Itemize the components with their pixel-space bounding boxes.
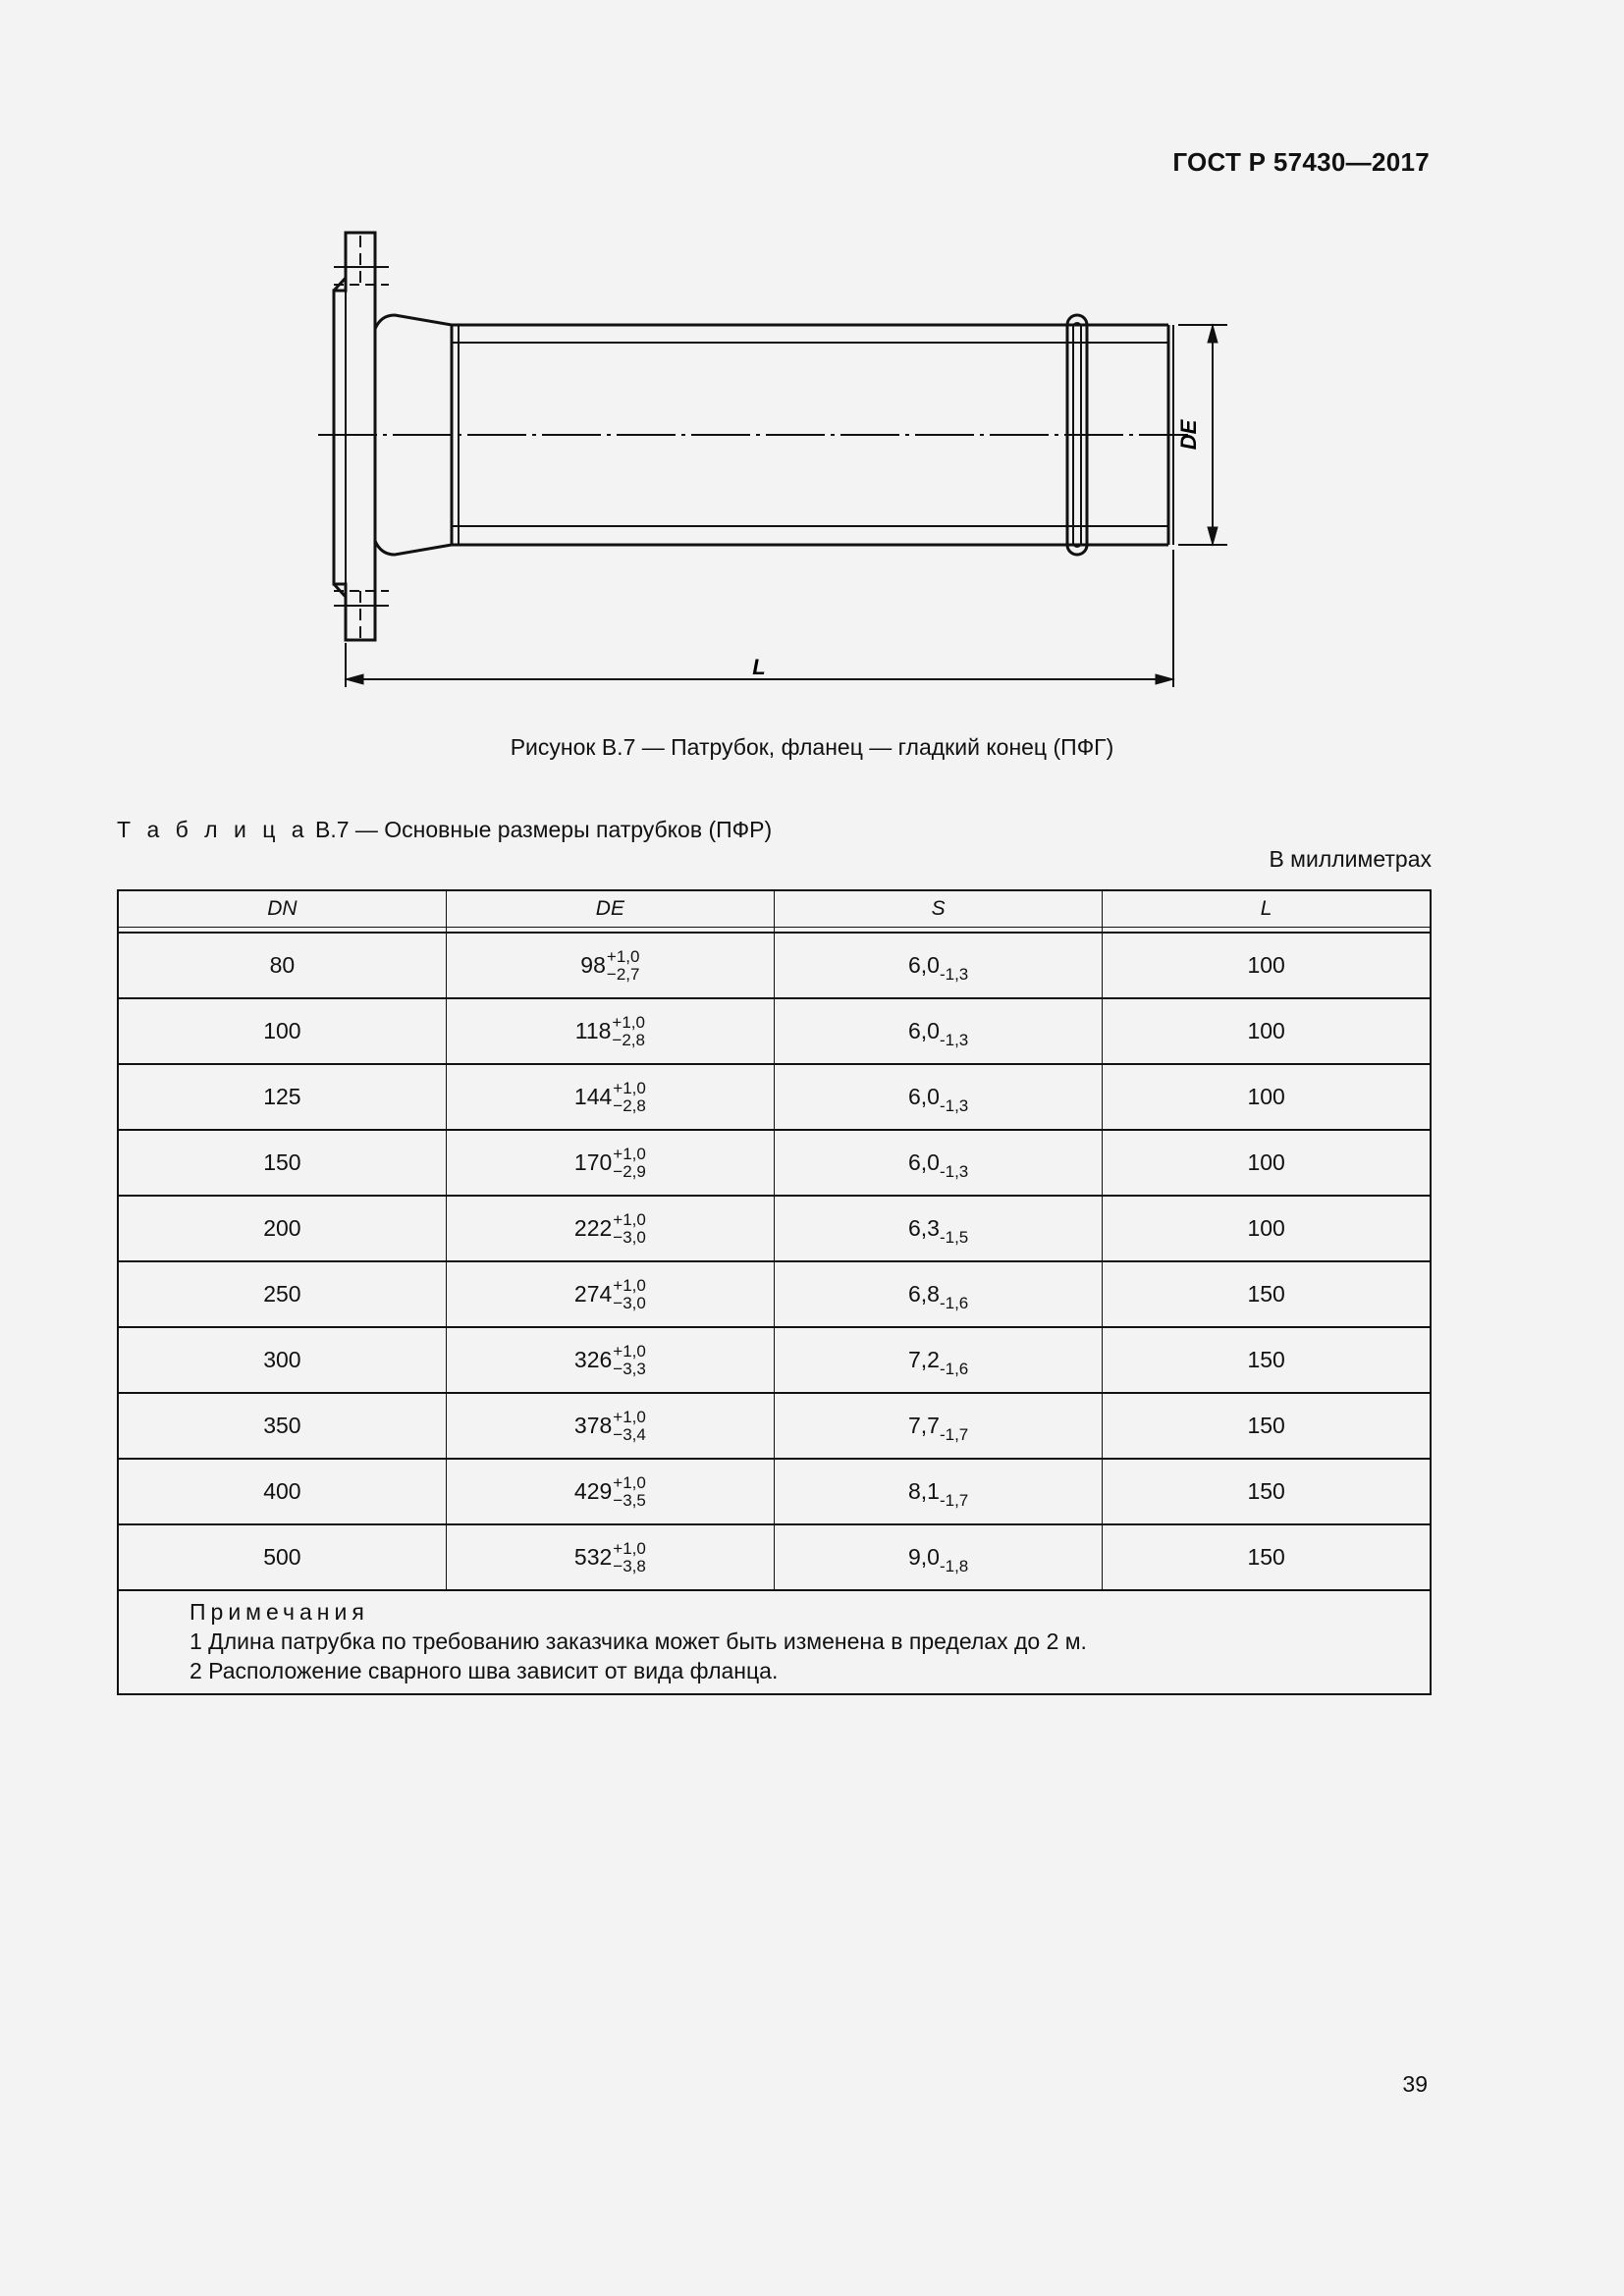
cell-dn: 100 [118, 998, 446, 1064]
de-lower-tolerance: −3,0 [613, 1293, 646, 1312]
cell-de [446, 1130, 774, 1196]
table-body [118, 933, 1431, 1590]
s-lower-tolerance: -1,3 [939, 1162, 969, 1181]
table-row [118, 1064, 1431, 1130]
cell-s [775, 1196, 1103, 1261]
table-title [117, 817, 772, 843]
cell-s [775, 1393, 1103, 1459]
de-nominal: 429 [573, 1478, 613, 1504]
de-nominal: 98 [580, 952, 606, 978]
de-upper-tolerance: +1,0 [613, 1407, 646, 1426]
de-nominal: 274 [573, 1281, 613, 1307]
cell-s [775, 1459, 1103, 1524]
cell-dn: 500 [118, 1524, 446, 1590]
s-lower-tolerance: -1,6 [939, 1360, 969, 1378]
de-upper-tolerance: +1,0 [606, 946, 640, 966]
cell-l: 150 [1103, 1393, 1431, 1459]
cell-de [446, 1393, 774, 1459]
units-label: В миллиметрах [1269, 846, 1432, 872]
de-upper-tolerance: +1,0 [613, 1538, 646, 1558]
s-lower-tolerance: -1,5 [939, 1228, 969, 1247]
s-lower-tolerance: -1,3 [939, 965, 969, 984]
de-lower-tolerance: −2,8 [612, 1030, 645, 1049]
cell-l: 100 [1103, 1130, 1431, 1196]
document-code: ГОСТ Р 57430—2017 [1172, 147, 1430, 177]
table-row [118, 998, 1431, 1064]
de-lower-tolerance: −3,8 [613, 1556, 646, 1575]
cell-l: 100 [1103, 1064, 1431, 1130]
header-l: L [1103, 890, 1431, 928]
table-title-prefix: Т а б л и ц а [117, 817, 309, 842]
l-dimension-label: L [752, 655, 766, 679]
s-nominal: 9,0 [907, 1544, 940, 1570]
cell-l: 150 [1103, 1524, 1431, 1590]
de-lower-tolerance: −3,0 [613, 1227, 646, 1247]
header-de: DE [446, 890, 774, 928]
cell-dn: 125 [118, 1064, 446, 1130]
note-2: 2 Расположение сварного шва зависит от вида фланца. [189, 1658, 779, 1683]
s-nominal: 8,1 [907, 1478, 940, 1504]
de-nominal: 378 [573, 1413, 613, 1438]
s-lower-tolerance: -1,3 [939, 1031, 969, 1049]
de-lower-tolerance: −2,7 [606, 964, 640, 984]
header-dn: DN [118, 890, 446, 928]
table-row [118, 933, 1431, 998]
cell-dn: 150 [118, 1130, 446, 1196]
de-upper-tolerance: +1,0 [613, 1472, 646, 1492]
header-s: S [775, 890, 1103, 928]
s-nominal: 7,7 [907, 1413, 940, 1438]
de-lower-tolerance: −2,9 [613, 1161, 646, 1181]
table-row [118, 1327, 1431, 1393]
cell-dn: 350 [118, 1393, 446, 1459]
dimensions-table [117, 889, 1432, 1695]
table-row [118, 1393, 1431, 1459]
s-lower-tolerance: -1,7 [939, 1425, 969, 1444]
table-title-text: В.7 — Основные размеры патрубков (ПФР) [308, 817, 773, 842]
s-nominal: 6,0 [907, 1084, 940, 1109]
cell-de [446, 933, 774, 998]
s-nominal: 6,3 [907, 1215, 940, 1241]
de-upper-tolerance: +1,0 [613, 1144, 646, 1163]
de-nominal: 118 [574, 1018, 612, 1043]
cell-l: 150 [1103, 1459, 1431, 1524]
s-nominal: 6,0 [907, 952, 940, 978]
figure-caption: Рисунок В.7 — Патрубок, фланец — гладкий конец (ПФГ) [510, 734, 1114, 760]
cell-l: 100 [1103, 998, 1431, 1064]
cell-de [446, 998, 774, 1064]
de-upper-tolerance: +1,0 [613, 1209, 646, 1229]
s-lower-tolerance: -1,7 [939, 1491, 969, 1510]
cell-de [446, 1459, 774, 1524]
s-lower-tolerance: -1,8 [939, 1557, 969, 1575]
de-upper-tolerance: +1,0 [612, 1012, 645, 1032]
table-row [118, 1130, 1431, 1196]
cell-de [446, 1196, 774, 1261]
de-upper-tolerance: +1,0 [613, 1275, 646, 1295]
cell-s [775, 1261, 1103, 1327]
cell-s [775, 933, 1103, 998]
table-row [118, 1459, 1431, 1524]
cell-de [446, 1064, 774, 1130]
s-nominal: 6,0 [907, 1149, 940, 1175]
de-upper-tolerance: +1,0 [613, 1078, 646, 1097]
de-nominal: 144 [573, 1084, 613, 1109]
de-lower-tolerance: −3,3 [613, 1359, 646, 1378]
de-nominal: 222 [573, 1215, 613, 1241]
cell-l: 100 [1103, 933, 1431, 998]
pipe-drawing [304, 221, 1237, 702]
note-1: 1 Длина патрубка по требованию заказчика может быть изменена в пределах до 2 м. [189, 1629, 1087, 1654]
cell-s [775, 1327, 1103, 1393]
cell-de [446, 1261, 774, 1327]
de-lower-tolerance: −2,8 [613, 1095, 646, 1115]
cell-l: 100 [1103, 1196, 1431, 1261]
de-lower-tolerance: −3,5 [613, 1490, 646, 1510]
cell-l: 150 [1103, 1327, 1431, 1393]
cell-de [446, 1327, 774, 1393]
cell-s [775, 1130, 1103, 1196]
s-lower-tolerance: -1,6 [939, 1294, 969, 1312]
de-nominal: 326 [573, 1347, 613, 1372]
cell-dn: 400 [118, 1459, 446, 1524]
cell-s [775, 1524, 1103, 1590]
cell-dn: 200 [118, 1196, 446, 1261]
de-nominal: 170 [573, 1149, 613, 1175]
de-nominal: 532 [573, 1544, 613, 1570]
cell-s [775, 998, 1103, 1064]
table-row [118, 1261, 1431, 1327]
table-row [118, 1524, 1431, 1590]
s-nominal: 7,2 [907, 1347, 940, 1372]
s-lower-tolerance: -1,3 [939, 1096, 969, 1115]
de-upper-tolerance: +1,0 [613, 1341, 646, 1361]
cell-dn: 80 [118, 933, 446, 998]
cell-de [446, 1524, 774, 1590]
table-row [118, 1196, 1431, 1261]
table-notes [118, 1590, 1431, 1694]
cell-s [775, 1064, 1103, 1130]
de-dimension-label: DE [1176, 419, 1201, 451]
s-nominal: 6,8 [907, 1281, 940, 1307]
notes-heading: Примечания [189, 1599, 369, 1625]
page-number: 39 [1402, 2071, 1428, 2097]
cell-dn: 250 [118, 1261, 446, 1327]
s-nominal: 6,0 [907, 1018, 940, 1043]
de-lower-tolerance: −3,4 [613, 1424, 646, 1444]
cell-dn: 300 [118, 1327, 446, 1393]
cell-l: 150 [1103, 1261, 1431, 1327]
